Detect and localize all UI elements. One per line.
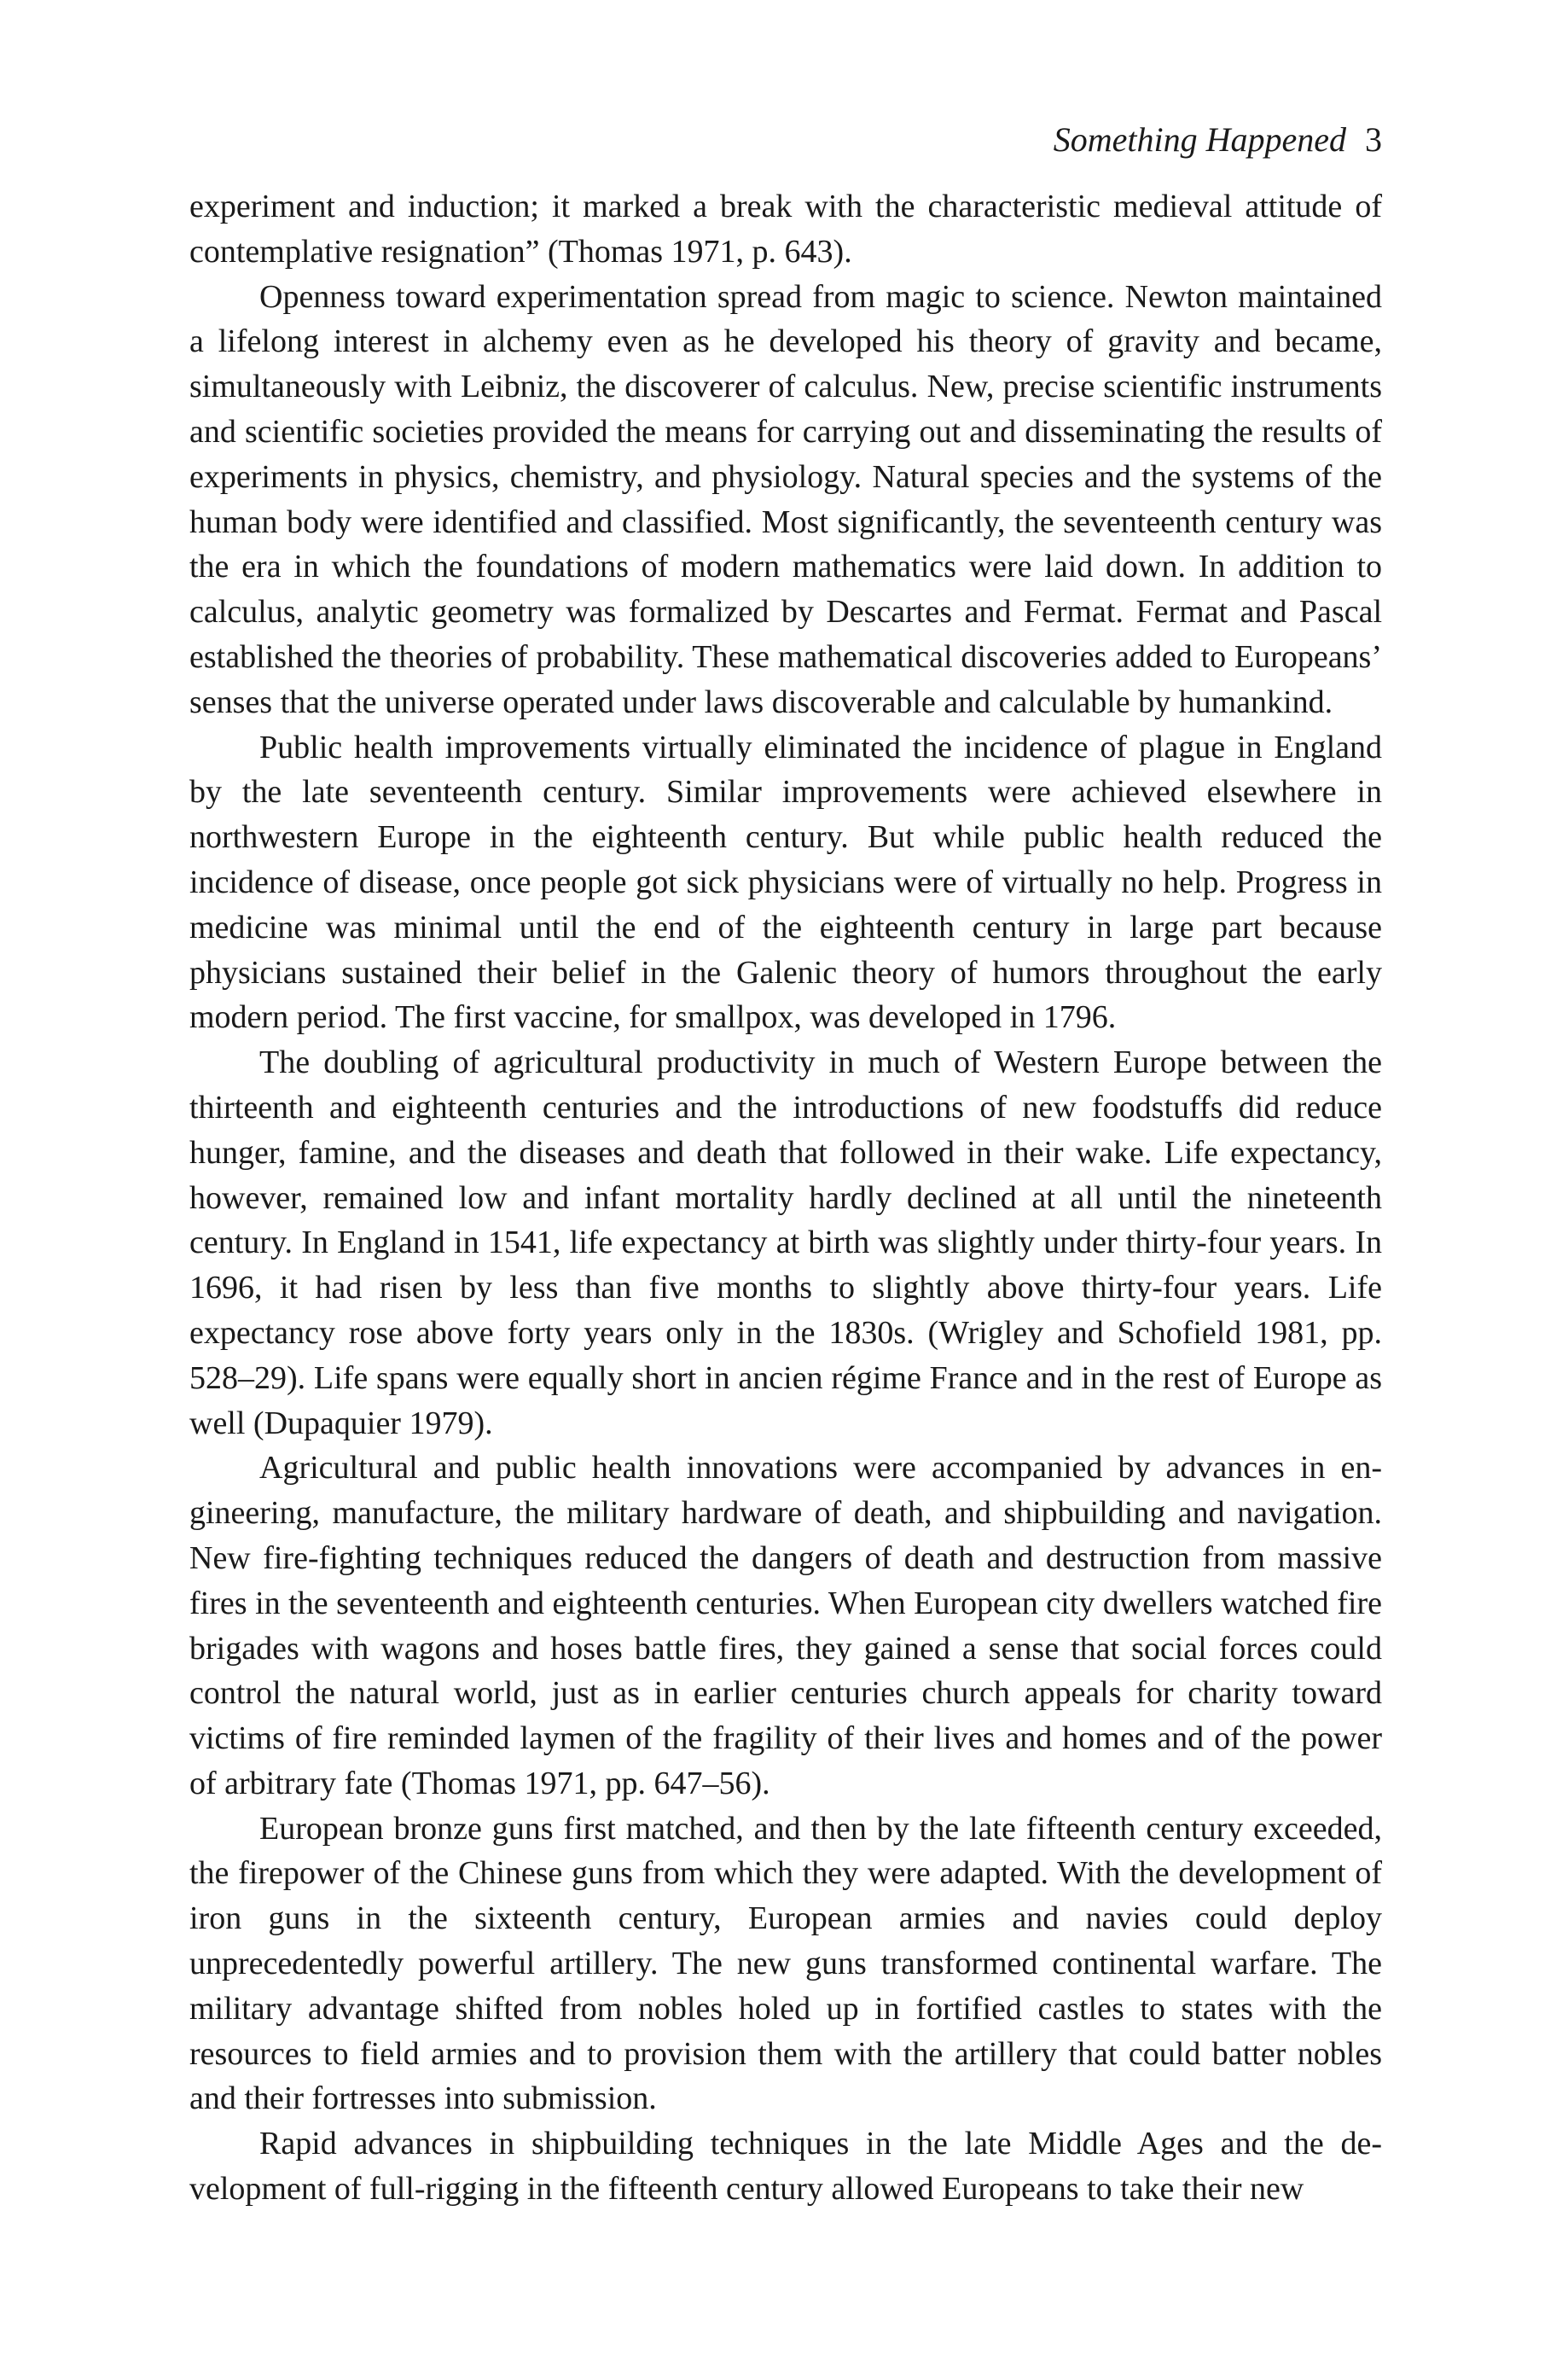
running-header (189, 116, 1382, 164)
paragraph-experimentation: Openness toward experimentation spread from magic to science. Newton maintained a lifelong interest in alchemy even as he developed his theory of gravity and became, simultaneously with Leibniz, the discoverer of calculus. New, precise scientific instruments and scientific societies provided the means for carrying out and disseminating the results of experiments in physics, chemistry, and physiology. Natural species and the systems of the human body were identified and classified. Most significantly, the seventeenth century was the era in which the foundations of modern mathematics were laid down. In addition to calculus, analytic geometry was formalized by Descartes and Fermat. Fermat and Pascal established the theories of probability. These mathematical discoveries added to Europeans’ senses that the universe operated under laws discoverable and calculable by humankind. (189, 278, 1382, 720)
paragraph-continued: experiment and induction; it marked a break with the characteristic medieval attitude of contemplative resignation” (Thomas 1971, p. 643). (189, 189, 1382, 270)
body-text (189, 184, 1382, 2212)
paragraph-guns-artillery: European bronze guns first matched, and then by the late fifteenth century exceeded, the firepower of the Chinese guns from which they were adapted. With the development of iron guns in the sixteenth century, European armies and navies could deploy unprecedentedly powerful artillery. The new guns transformed continental warfare. The military advantage shifted from nobles holed up in fortified castles to states with the resources to field armies and to provision them with the artillery that could batter nobles and their fortresses into submission. (189, 1810, 1382, 2117)
paragraph-engineering-fire-fighting: Agricultural and public health innovations were accompanied by advances in engineering, manufacture, the military hardware of death, and shipbuilding and navigation. New fire-fighting techniques reduced the dangers of death and destruction from massive fires in the seventeenth and eighteenth centuries. When European city dwellers watched fire brigades with wagons and hoses battle fires, they gained a sense that social forces could control the natural world, just as in earlier centuries church appeals for charity toward victims of fire reminded laymen of the fragility of their lives and homes and of the power of arbitrary fate (Thomas 1971, pp. 647–56). (189, 1450, 1382, 1801)
running-title: Something Happened (1053, 120, 1346, 159)
paragraph-public-health: Public health improvements virtually eliminated the incidence of plague in England by the late seventeenth century. Similar improvements were achieved elsewhere in northwestern Europe in the eighteenth century. But while public health reduced the incidence of disease, once people got sick physicians were of virtually no help. Progress in medicine was minimal until the end of the eighteenth century in large part because physicians sustained their belief in the Galenic theory of humors throughout the early modern period. The first vaccine, for smallpox, was developed in 1796. (189, 729, 1382, 1036)
paragraph-agriculture-life-expectancy: The doubling of agricultural productivity in much of Western Europe between the thirteenth and eighteenth centuries and the introductions of new foodstuffs did reduce hunger, famine, and the diseases and death that followed in their wake. Life expectancy, however, remained low and infant mortality hardly declined at all until the nineteenth century. In England in 1541, life expectancy at birth was slightly under thirty-four years. In 1696, it had risen by less than five months to slightly above thirty-four years. Life expectancy rose above forty years only in the 1830s. (Wrigley and Schofield 1981, pp. 528–29). Life spans were equally short in ancien régime France and in the rest of Europe as well (Dupaquier 1979). (189, 1044, 1382, 1441)
page-number: 3 (1365, 120, 1382, 159)
paragraph-shipbuilding: Rapid advances in shipbuilding techniques in the late Middle Ages and the development of full-rigging in the fifteenth century allowed Europeans to take their new (189, 2126, 1382, 2208)
